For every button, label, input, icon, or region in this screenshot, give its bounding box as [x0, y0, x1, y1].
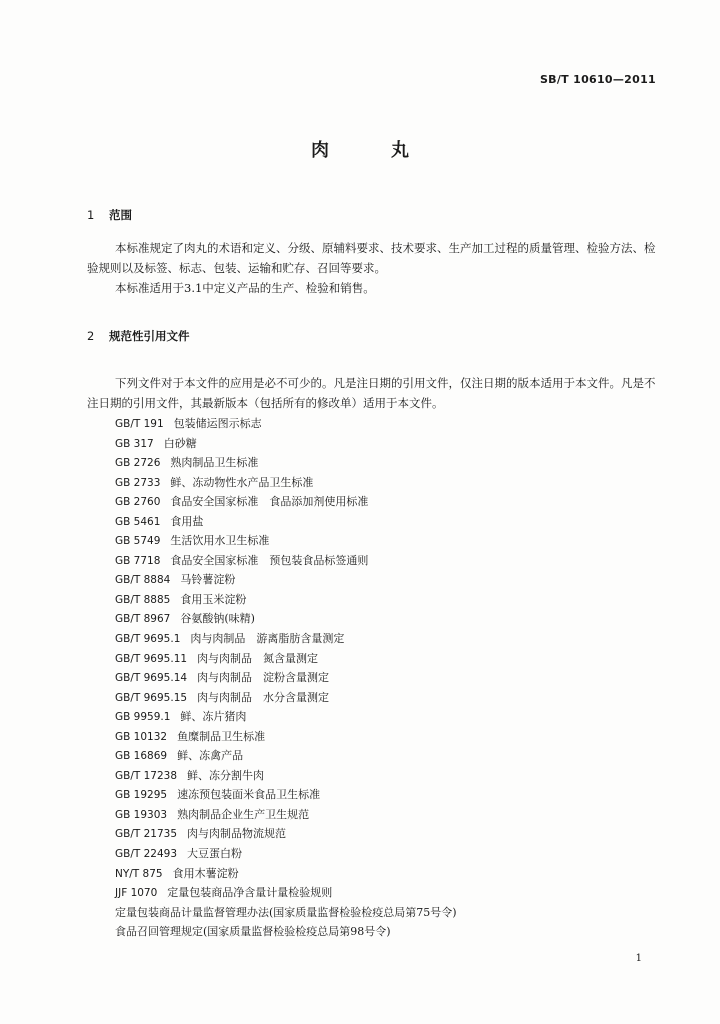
- reference-name: 谷氨酸钠(味精): [180, 612, 255, 626]
- reference-name: 鱼糜制品卫生标准: [177, 729, 266, 743]
- reference-name: 肉与肉制品 水分含量测定: [197, 690, 330, 704]
- paragraph: 本标准适用于3.1中定义产品的生产、检验和销售。: [115, 281, 375, 295]
- reference-code: NY/T 875: [115, 867, 163, 880]
- reference-code: GB 2760: [115, 496, 161, 509]
- reference-code: GB 2733: [115, 476, 161, 489]
- reference-name: 肉与肉制品 氮含量测定: [197, 651, 319, 665]
- reference-item: [115, 629, 675, 649]
- section-number: 1: [87, 208, 95, 222]
- reference-name: 肉与肉制品 游离脂肪含量测定: [190, 632, 345, 646]
- reference-name: 食用玉米淀粉: [180, 592, 247, 606]
- reference-name: 肉与肉制品物流规范: [187, 827, 287, 841]
- reference-name: 定量包装商品净含量计量检验规则: [167, 886, 333, 900]
- reference-item: [115, 844, 675, 864]
- reference-code: GB/T 191: [115, 418, 164, 430]
- reference-item: [115, 649, 675, 669]
- reference-item: [115, 473, 675, 493]
- reference-item: [115, 609, 675, 629]
- reference-code: GB 10132: [115, 730, 168, 743]
- reference-code: GB/T 8884: [115, 574, 171, 587]
- reference-code: GB 5749: [115, 535, 161, 548]
- reference-name: 马铃薯淀粉: [180, 573, 236, 587]
- reference-code: JJF 1070: [115, 887, 158, 900]
- reference-item: [115, 570, 675, 590]
- reference-name: 肉与肉制品 淀粉含量测定: [197, 671, 330, 685]
- reference-item: [115, 883, 675, 903]
- reference-name: 速冻预包装面米食品卫生标准: [177, 788, 321, 802]
- document-title: [0, 136, 720, 162]
- reference-name: 生活饮用水卫生标准: [170, 534, 270, 548]
- reference-name: 鲜、冻片猪肉: [180, 710, 247, 724]
- title-char-2: 丸: [391, 140, 409, 161]
- section-title: 范围: [109, 208, 132, 222]
- section-1-heading: [87, 207, 132, 223]
- reference-item: [115, 766, 675, 786]
- reference-name: 鲜、冻禽产品: [177, 749, 244, 763]
- reference-code: GB 2726: [115, 457, 161, 470]
- reference-name: 白砂糖: [163, 436, 197, 450]
- reference-item: [115, 512, 675, 532]
- reference-name: 食品安全国家标准 预包装食品标签通则: [170, 553, 369, 567]
- reference-name: 食品安全国家标准 食品添加剂使用标准: [170, 495, 369, 509]
- reference-name: 大豆蛋白粉: [187, 847, 243, 861]
- reference-item: [115, 688, 675, 708]
- reference-code: GB/T 21735: [115, 828, 178, 841]
- paragraph: 本标准规定了肉丸的术语和定义、分级、原辅料要求、技术要求、生产加工过程的质量管理、检验方法、检验规则以及标签、标志、包装、运输和贮存、召回等要求。: [87, 241, 656, 275]
- reference-name: 食品召回管理规定(国家质量监督检验检疫总局第98号令): [115, 925, 391, 939]
- section-2-heading: [87, 328, 190, 344]
- reference-name: 食用盐: [170, 514, 204, 528]
- reference-item: [115, 922, 675, 942]
- reference-item: [115, 727, 675, 747]
- reference-item: [115, 551, 675, 571]
- reference-code: GB/T 9695.14: [115, 672, 188, 685]
- reference-code: GB 9959.1: [115, 711, 171, 724]
- reference-code: GB/T 17238: [115, 769, 178, 782]
- reference-code: GB 19303: [115, 808, 168, 821]
- reference-item: [115, 492, 675, 512]
- title-char-1: 肉: [311, 140, 329, 161]
- reference-item: [115, 707, 675, 727]
- reference-item: [115, 805, 675, 825]
- section-title: 规范性引用文件: [109, 329, 190, 343]
- reference-code: GB 16869: [115, 750, 168, 763]
- reference-name: 熟肉制品企业生产卫生规范: [177, 807, 310, 821]
- reference-code: GB/T 9695.15: [115, 691, 188, 704]
- reference-item: [115, 824, 675, 844]
- reference-code: GB 5461: [115, 515, 161, 528]
- reference-code: GB/T 8967: [115, 613, 171, 626]
- reference-item: [115, 434, 675, 454]
- reference-item: [115, 531, 675, 551]
- section-1-body: [87, 238, 657, 298]
- reference-name: 定量包装商品计量监督管理办法(国家质量监督检验检疫总局第75号令): [115, 905, 457, 919]
- reference-code: GB/T 9695.11: [115, 652, 188, 665]
- reference-item: [115, 864, 675, 884]
- reference-code: GB 7718: [115, 554, 161, 567]
- reference-item: [115, 590, 675, 610]
- reference-name: 包装储运图示标志: [173, 417, 262, 430]
- reference-item: [115, 668, 675, 688]
- reference-item: [115, 785, 675, 805]
- reference-name: 鲜、冻动物性水产品卫生标准: [170, 475, 314, 489]
- reference-list: [115, 414, 675, 942]
- reference-name: 熟肉制品卫生标准: [170, 456, 259, 470]
- section-number: 2: [87, 329, 95, 343]
- paragraph: 下列文件对于本文件的应用是必不可少的。凡是注日期的引用文件，仅注日期的版本适用于本文件。凡是不注日期的引用文件，其最新版本（包括所有的修改单）适用于本文件。: [87, 376, 656, 410]
- standard-code: SB/T 10610—2011: [539, 73, 656, 86]
- reference-code: GB/T 9695.1: [115, 633, 181, 646]
- reference-item: [115, 746, 675, 766]
- reference-code: GB/T 8885: [115, 593, 171, 606]
- page-number: 1: [635, 953, 642, 964]
- reference-item: [115, 903, 675, 923]
- reference-code: GB/T 22493: [115, 848, 178, 861]
- reference-item: [115, 453, 675, 473]
- reference-item: [115, 414, 675, 434]
- section-2-body: [87, 373, 657, 413]
- reference-name: 食用木薯淀粉: [172, 866, 239, 880]
- reference-code: GB 19295: [115, 789, 168, 802]
- reference-code: GB 317: [115, 437, 154, 450]
- reference-name: 鲜、冻分割牛肉: [187, 768, 265, 782]
